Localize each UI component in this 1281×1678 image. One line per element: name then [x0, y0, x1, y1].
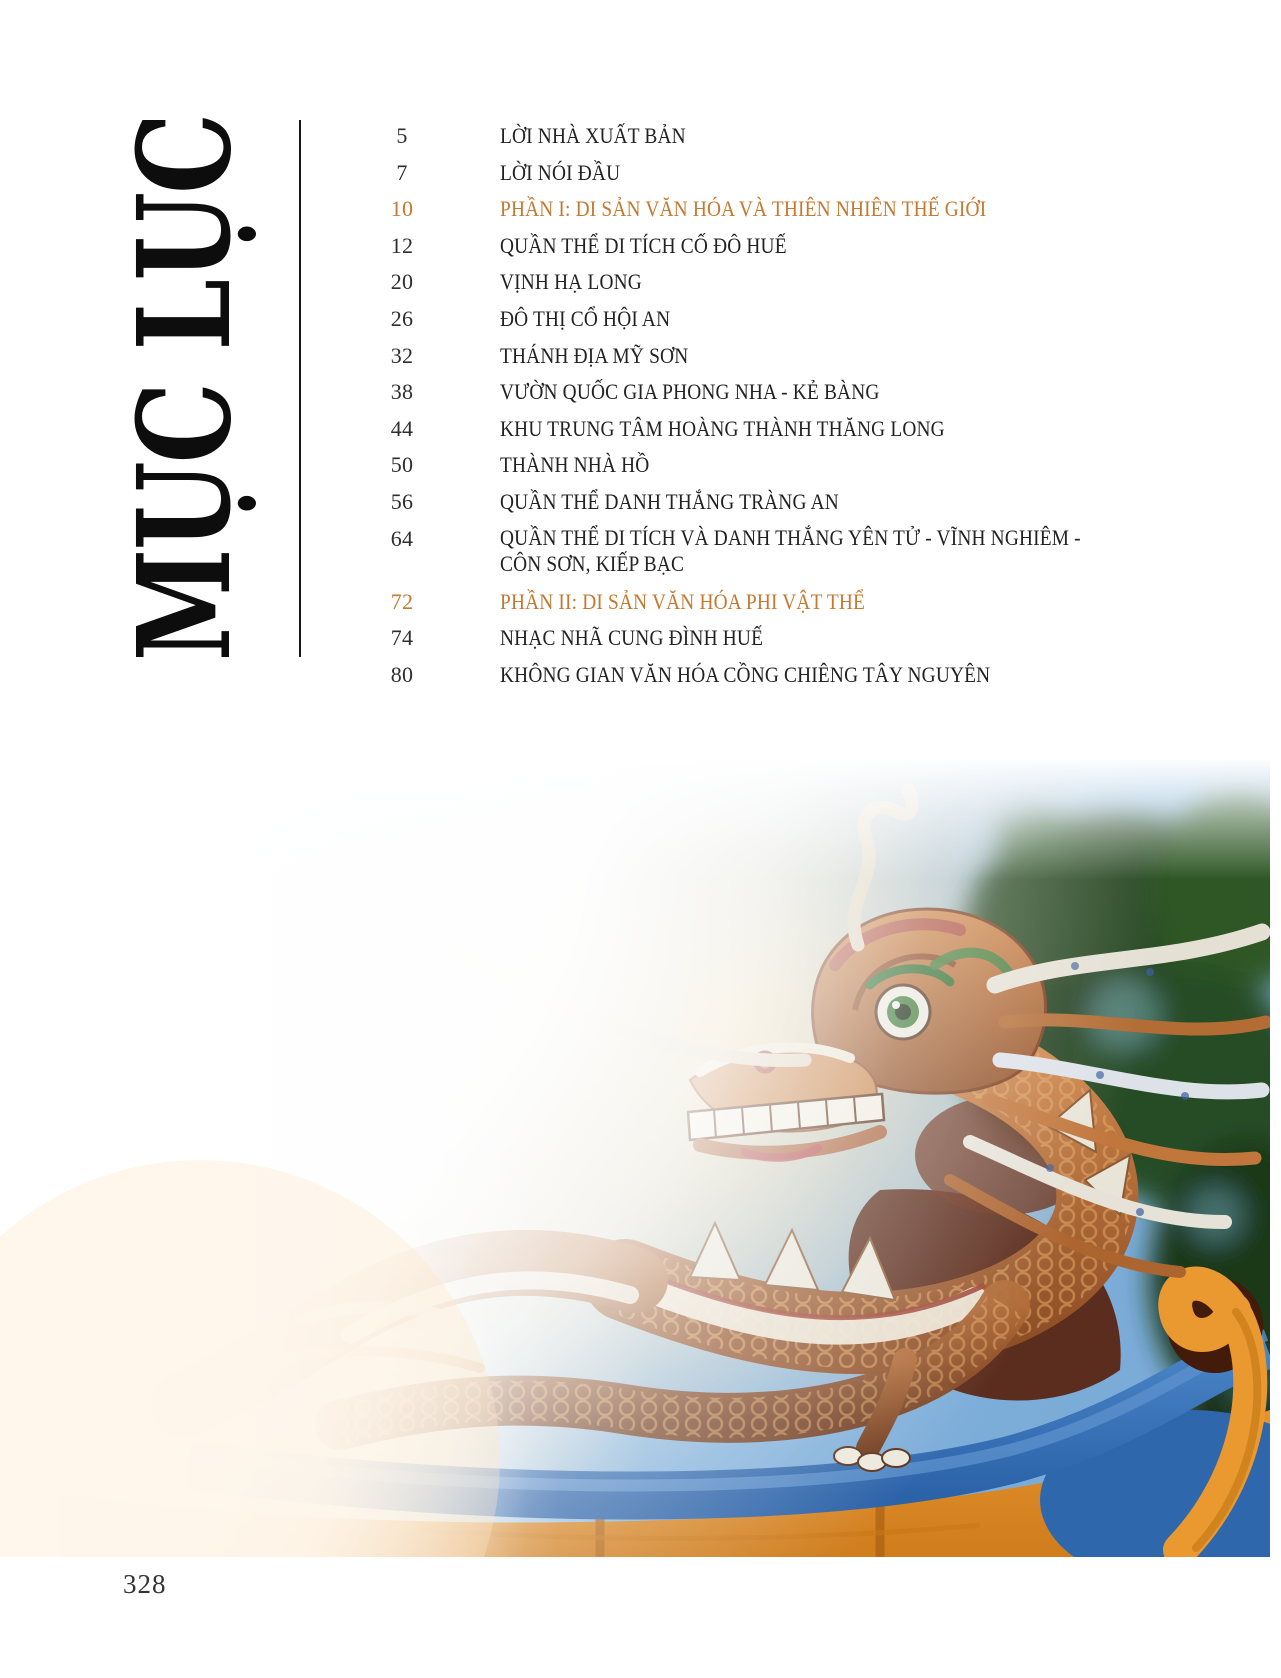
- toc-entry: [378, 451, 1080, 488]
- toc-entry-page-number: 80: [390, 661, 414, 687]
- toc-entry-page-number: 56: [390, 488, 414, 514]
- toc-entry-title: QUẦN THỂ DI TÍCH CỐ ĐÔ HUẾ: [500, 232, 787, 258]
- toc-entry-title: NHẠC NHÃ CUNG ĐÌNH HUẾ: [500, 625, 764, 651]
- toc-entry-title: PHẦN II: DI SẢN VĂN HÓA PHI VẬT THỂ: [500, 588, 866, 614]
- toc-entry: [378, 588, 1080, 625]
- toc-entry: [378, 268, 1080, 305]
- toc-entry: [378, 488, 1080, 525]
- dragon-roof-photo: [0, 760, 1270, 1557]
- toc-entry: [378, 378, 1080, 415]
- toc-entry-title: VƯỜN QUỐC GIA PHONG NHA - KẺ BÀNG: [500, 379, 880, 405]
- toc-entry-page-number: 12: [390, 232, 414, 258]
- toc-entry-title: THÁNH ĐỊA MỸ SƠN: [500, 342, 689, 368]
- toc-entry-page-number: 5: [396, 123, 408, 148]
- page-number: 328: [123, 1569, 167, 1599]
- toc-entry-title: QUẦN THỂ DI TÍCH VÀ DANH THẮNG YÊN TỬ - VĨNH NGHIÊM - CÔN SƠN, KIẾP BẠC: [500, 524, 1081, 576]
- toc-entry-page-number: 72: [390, 588, 414, 614]
- toc-entry-page-number: 7: [396, 159, 408, 185]
- toc-entry: [378, 342, 1080, 379]
- toc-entry-page-number: 74: [390, 625, 414, 651]
- toc-entry-page-number: 50: [390, 452, 414, 478]
- toc-entry: [378, 122, 1080, 159]
- toc-divider-line: [299, 120, 301, 657]
- toc-vertical-title: MỤC LỤC: [110, 114, 260, 662]
- toc-entry-title: VỊNH HẠ LONG: [500, 269, 642, 295]
- toc-entry: [378, 661, 1080, 698]
- toc-entry: [378, 525, 1080, 588]
- toc-entry-page-number: 26: [390, 305, 414, 331]
- toc-entry-title: LỜI NÓI ĐẦU: [500, 159, 621, 185]
- toc-entry: [378, 232, 1080, 269]
- toc-entry: [378, 415, 1080, 452]
- toc-entry-page-number: 32: [390, 342, 414, 368]
- toc-entry: [378, 159, 1080, 196]
- toc-entry-page-number: 10: [390, 196, 414, 222]
- toc-entry-page-number: 38: [390, 379, 414, 405]
- toc-entry-title: KHÔNG GIAN VĂN HÓA CỒNG CHIÊNG TÂY NGUYÊN: [500, 661, 991, 687]
- toc-entry: [378, 305, 1080, 342]
- toc-entry-title: QUẦN THỂ DANH THẮNG TRÀNG AN: [500, 488, 839, 514]
- toc-entry-page-number: 64: [390, 525, 414, 551]
- toc-entry-title: KHU TRUNG TÂM HOÀNG THÀNH THĂNG LONG: [500, 415, 945, 441]
- toc-entry-title: LỜI NHÀ XUẤT BẢN: [500, 123, 686, 148]
- toc-entry-title: ĐÔ THỊ CỔ HỘI AN: [500, 305, 671, 331]
- dragon-roof-illustration: [0, 760, 1270, 1557]
- toc-entry-title: PHẦN I: DI SẢN VĂN HÓA VÀ THIÊN NHIÊN THẾ GIỚI: [500, 196, 987, 222]
- toc-entry-page-number: 44: [390, 415, 414, 441]
- toc-list: [378, 122, 1080, 697]
- toc-entry: [378, 195, 1080, 232]
- toc-entry-page-number: 20: [390, 269, 414, 295]
- toc-entry: [378, 624, 1080, 661]
- toc-entry-title: THÀNH NHÀ HỒ: [500, 452, 650, 478]
